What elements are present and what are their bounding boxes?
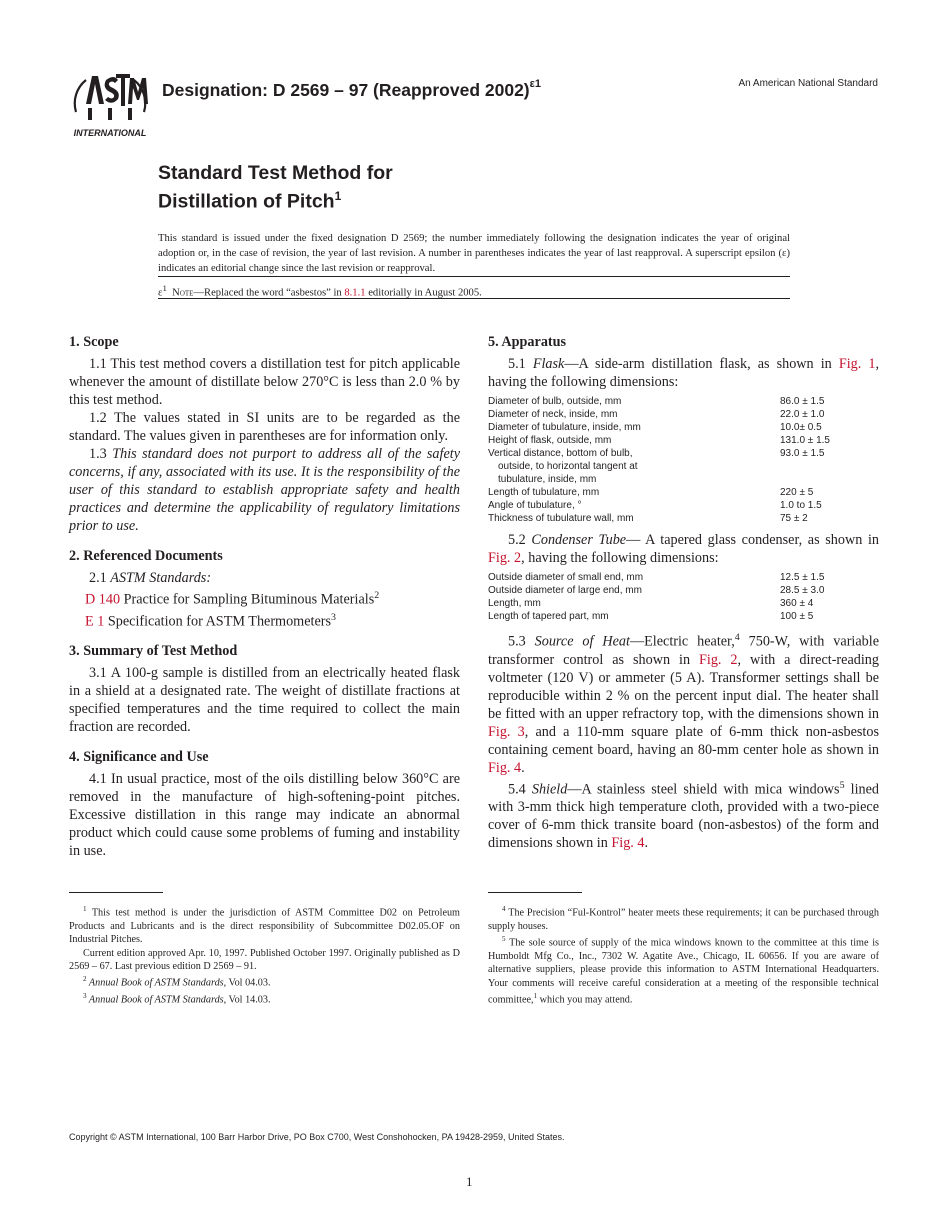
divider (158, 298, 790, 299)
paragraph (69, 569, 460, 587)
section-heading: 5. Apparatus (488, 334, 567, 350)
italic-text: Shield (531, 781, 568, 798)
table-row (488, 434, 878, 447)
dim-label: Diameter of bulb, outside, mm (488, 396, 622, 407)
astm-logo-icon (68, 66, 152, 140)
footnote-text: , Vol 14.03. (223, 994, 271, 1006)
text: , having the following dimensions: (521, 550, 719, 566)
text: , with a direct-reading voltmeter (120 V) or ammeter (5 A). Transformer settings shall be reproducible within 2 % on the percent input dial. The heater shall be fitted with an upper refractory top, with the dimensions shown in (488, 651, 879, 722)
italic-text: This standard does not purport to address all of the safety concerns, if any, associated with its use. It is the responsibility of the user of this standard to establish appropriate safety and health practices and determine the applicability of regulatory limitations prior to use. (69, 446, 460, 534)
reference-link[interactable]: E 1 (85, 613, 105, 630)
footnote-text: The Precision “Ful-Kontrol” heater meets these requirements; it can be purchased through supply houses. (488, 907, 879, 932)
dim-label: Outside diameter of small end, mm (488, 572, 644, 583)
table-row (488, 408, 878, 421)
table-row (488, 421, 878, 434)
table-row (488, 499, 878, 512)
para-number: 1.3 (89, 446, 113, 462)
dim-label: Length of tubulature, mm (488, 487, 600, 498)
issuance-statement: This standard is issued under the fixed designation D 2569; the number immediately following the designation indicates the year of original adoption or, in the case of revision, the year of last revision. A number in parentheses indicates the year of last reapproval. A superscript epsilon (ε) indicates an editorial change since the last revision or reapproval. (158, 233, 790, 274)
designation-sup: ε1 (529, 78, 541, 91)
reference-title: Specification for ASTM Thermometers (104, 613, 331, 630)
italic-text: Annual Book of ASTM Standards (86, 977, 224, 989)
dim-value: 86.0 ± 1.5 (780, 396, 825, 407)
page-number: 1 (466, 1174, 473, 1189)
para-number: 5.4 (508, 781, 532, 798)
text: —A side-arm distillation flask, as shown in (564, 356, 839, 372)
logo-text: INTERNATIONAL (73, 128, 147, 138)
dim-value: 12.5 ± 1.5 (780, 572, 825, 583)
text: — A tapered glass condenser, as shown in (626, 532, 879, 548)
dim-label: tubulature, inside, mm (498, 474, 597, 485)
italic-text: Flask (532, 356, 565, 372)
dim-label: Height of flask, outside, mm (488, 435, 612, 446)
designation (162, 80, 541, 101)
section-heading: 4. Significance and Use (69, 749, 209, 766)
table-row (488, 460, 878, 473)
epsilon-sup: 1 (162, 283, 167, 293)
dim-label: Length of tapered part, mm (488, 611, 609, 622)
dim-value: 10.0± 0.5 (780, 422, 822, 433)
footnote-number: 1 (83, 905, 87, 913)
text: —Electric heater, (629, 633, 735, 650)
text: 750-W, with variable transformer control as shown in (488, 633, 879, 668)
note-label: Note (172, 287, 194, 299)
american-national-standard: An American National Standard (738, 78, 878, 89)
dim-value: 75 ± 2 (780, 513, 808, 524)
title-sup: 1 (334, 189, 342, 203)
footnote (69, 990, 460, 1007)
para-number: 5.1 (508, 356, 533, 372)
paragraph: 1.1 This test method covers a distillation test for pitch applicable whenever the amount of distillate below 270°C is less than 2.0 % by this test method. (69, 356, 460, 408)
table-row (488, 512, 878, 525)
paragraph (488, 355, 879, 391)
title-line-1: Standard Test Method for (158, 162, 393, 184)
table-row (488, 571, 878, 584)
para-number: 2.1 (89, 570, 111, 586)
italic-text: Source of Heat (534, 633, 630, 650)
footnote-text: which you may attend. (537, 994, 633, 1006)
flask-dimensions-table (488, 395, 878, 525)
footnote-text: This test method is under the jurisdiction of ASTM Committee D02 on Petroleum Products and Lubricants and is the direct responsibility of Subcommittee D02.05.OF on Industrial Pitches. (69, 907, 460, 946)
dim-label: Angle of tubulature, ° (488, 500, 582, 511)
section-heading: 1. Scope (69, 334, 119, 350)
paragraph (488, 531, 879, 567)
dim-value (780, 460, 878, 473)
footnote-text: The sole source of supply of the mica windows known to the committee at this time is Humboldt Mfg Co., Inc., 7302 W. Agatite Ave., Chicago, IL 60656. If you are aware of alternative suppliers, please provide this information to ASTM International Headquarters. Your comments will receive careful consideration at a meeting of the responsible technical committee, (488, 937, 879, 1006)
footnote (69, 973, 460, 990)
text: —A stainless steel shield with mica windows (567, 781, 840, 798)
footnote-number: 4 (502, 905, 506, 913)
footnote-ref: 2 (374, 590, 380, 601)
copyright: Copyright © ASTM International, 100 Barr Harbor Drive, PO Box C700, West Conshohocken, PA 19428-2959, United States. (69, 1132, 565, 1142)
footnote: Current edition approved Apr. 10, 1997. Published October 1997. Originally published as D 2569 – 67. Last previous edition D 2569 – 91. (69, 947, 460, 973)
footnote-rule (488, 892, 582, 893)
reference-item (69, 609, 460, 631)
note-link[interactable]: 8.1.1 (344, 287, 366, 299)
figure-link[interactable]: Fig. 4 (488, 759, 522, 776)
dim-label: Diameter of tubulature, inside, mm (488, 422, 641, 433)
footnote-ref: 3 (331, 611, 336, 623)
dim-value: 93.0 ± 1.5 (780, 448, 825, 459)
dim-value: 22.0 ± 1.0 (780, 409, 825, 420)
footnote-number: 5 (502, 935, 506, 944)
designation-text: Designation: D 2569 – 97 (Reapproved 2002) (162, 80, 530, 100)
condenser-dimensions-table (488, 571, 878, 623)
dim-label: outside, to horizontal tangent at (498, 461, 638, 472)
figure-link[interactable]: Fig. 3 (488, 723, 525, 740)
dim-label: Vertical distance, bottom of bulb, (488, 448, 633, 459)
divider (158, 276, 790, 277)
table-row (488, 486, 878, 499)
text: , having the following dimensions: (488, 356, 879, 390)
dim-value: 28.5 ± 3.0 (780, 585, 825, 596)
footnote-number: 1 (533, 992, 538, 1001)
footnote-number: 3 (83, 992, 87, 1001)
footnote-text: , Vol 04.03. (223, 977, 271, 989)
table-row (488, 395, 878, 408)
reference-item (69, 587, 460, 609)
dim-value (780, 473, 878, 486)
section-heading: 3. Summary of Test Method (69, 643, 238, 660)
astm-logo (68, 66, 152, 140)
paragraph (488, 629, 879, 777)
dim-value: 1.0 to 1.5 (780, 500, 822, 511)
footnote-number: 2 (83, 975, 87, 984)
table-row (488, 447, 878, 460)
reference-link[interactable]: D 140 (85, 591, 121, 608)
footnotes-right (488, 892, 879, 1007)
document-title (158, 162, 393, 214)
dim-value: 131.0 ± 1.5 (780, 435, 830, 446)
table-row (488, 584, 878, 597)
dim-value: 100 ± 5 (780, 611, 814, 622)
editorial-note (158, 283, 790, 299)
dim-label: Diameter of neck, inside, mm (488, 409, 618, 420)
italic-text: Condenser Tube (531, 532, 627, 548)
footnote (69, 903, 460, 947)
italic-text: Annual Book of ASTM Standards (86, 994, 224, 1006)
table-row (488, 473, 878, 486)
table-row (488, 597, 878, 610)
figure-link[interactable]: Fig. 2 (699, 651, 738, 668)
note-text: —Replaced the word “asbestos” in (193, 287, 345, 299)
right-column (488, 333, 879, 852)
paragraph (69, 445, 460, 535)
text: , and a 110-mm square plate of 6-mm thick non-asbestos containing cement board, having an 80-mm center hole as shown in (488, 723, 879, 758)
footnote-ref: 5 (839, 779, 845, 791)
footnote (488, 903, 879, 933)
para-number: 5.2 (508, 532, 532, 548)
footnote-ref: 4 (734, 632, 740, 643)
figure-link[interactable]: Fig. 4 (611, 835, 645, 852)
text: . (521, 759, 525, 776)
text: lined with 3-mm thick high temperature cloth, provided with a two-piece cover of 6-mm thick transite board (non-asbestos) of the form and dimensions shown in (488, 781, 879, 852)
dim-label: Thickness of tubulature wall, mm (488, 513, 634, 524)
title-line-2: Distillation of Pitch (158, 190, 335, 213)
paragraph (488, 777, 879, 853)
section-heading: 2. Referenced Documents (69, 548, 223, 564)
paragraph: 4.1 In usual practice, most of the oils distilling below 360°C are removed in the manufacture of high-softening-point pitches. Excessive distillation in this range may indicate an abnormal product which could cause some problems of fuming and instability in use. (69, 771, 460, 860)
text: . (644, 835, 649, 852)
italic-text: ASTM Standards: (110, 570, 212, 586)
para-number: 5.3 (508, 633, 535, 650)
dim-value: 220 ± 5 (780, 487, 814, 498)
dim-label: Outside diameter of large end, mm (488, 585, 642, 596)
figure-link[interactable]: Fig. 2 (488, 550, 522, 566)
dim-label: Length, mm (488, 598, 541, 609)
dim-value: 360 ± 4 (780, 598, 814, 609)
footnote-rule (69, 892, 163, 893)
note-end: editorially in August 2005. (365, 287, 482, 299)
footnote (488, 933, 879, 1007)
left-column (69, 333, 460, 860)
figure-link[interactable]: Fig. 1 (838, 356, 876, 372)
reference-title: Practice for Sampling Bituminous Materials (120, 591, 375, 608)
table-row (488, 610, 878, 623)
footnotes-left (69, 892, 460, 1007)
epsilon-symbol: ε (158, 287, 163, 299)
paragraph: 1.2 The values stated in SI units are to be regarded as the standard. The values given in parentheses are for information only. (69, 410, 460, 444)
paragraph: 3.1 A 100-g sample is distilled from an electrically heated flask in a shield at a designated rate. The weight of distillate fractions at specified temperatures and the time required to collect the main fraction are recorded. (69, 665, 460, 736)
